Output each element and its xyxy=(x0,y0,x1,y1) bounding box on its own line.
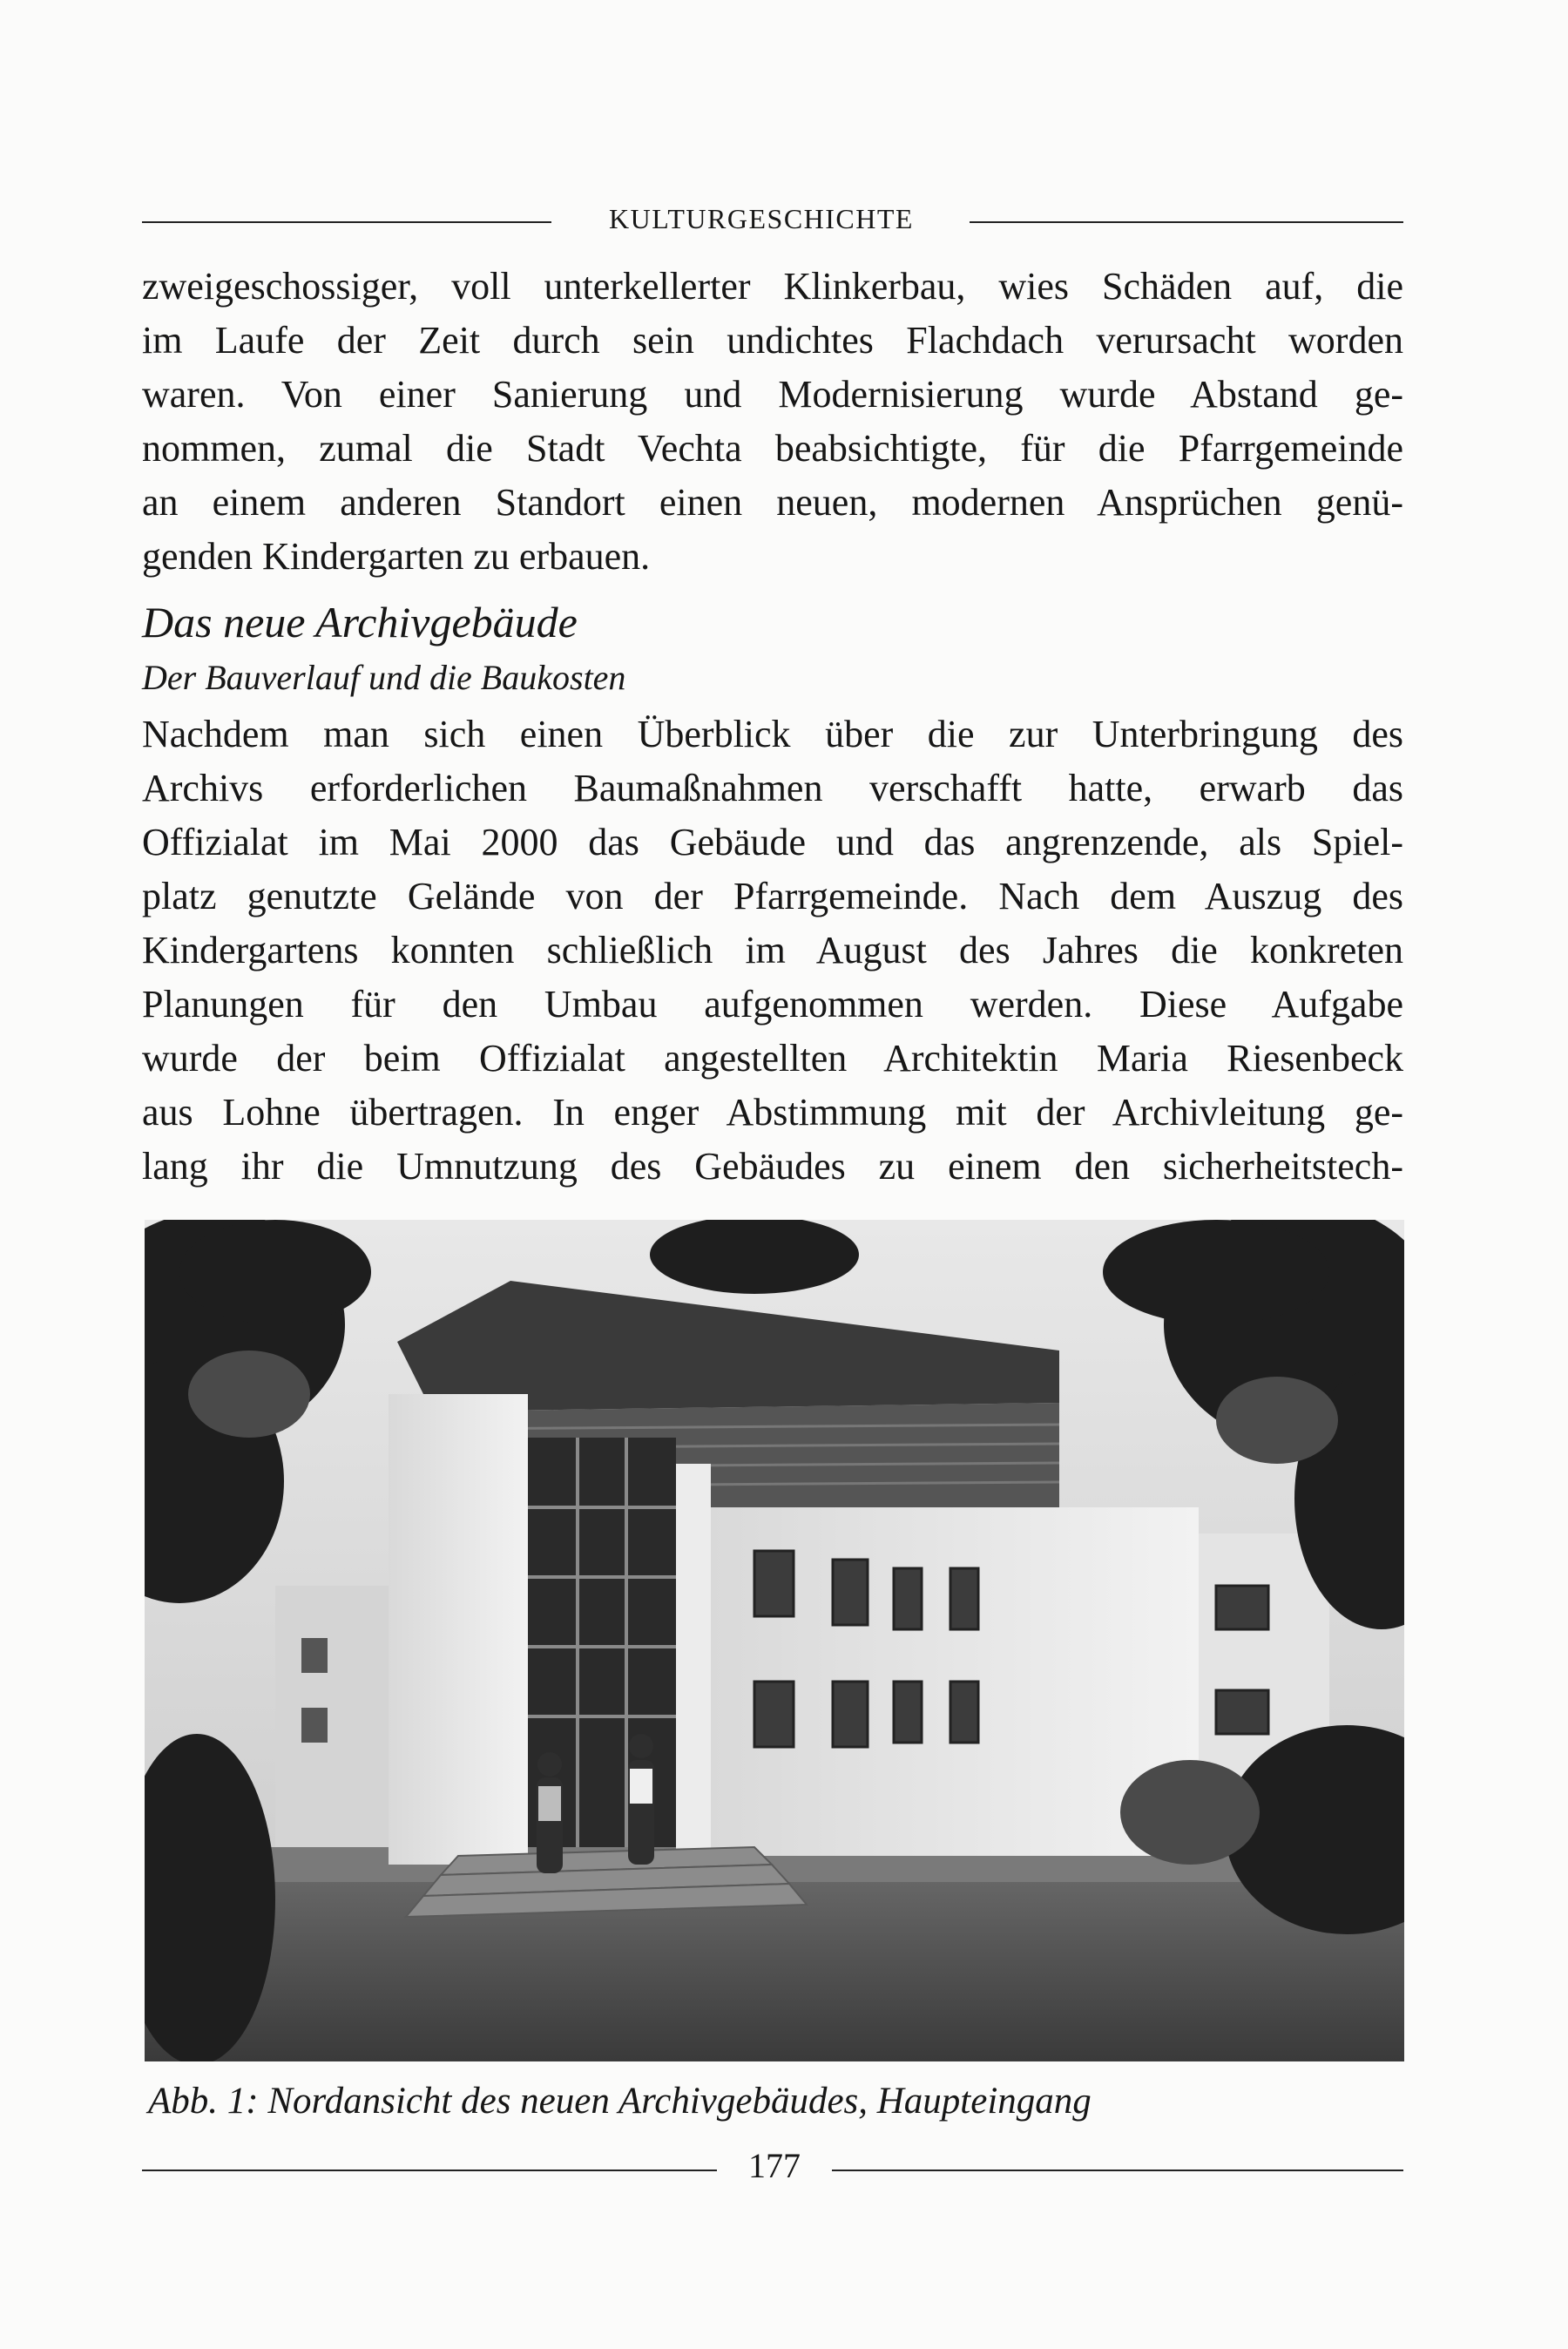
text-line: Kindergartens konnten schließlich im August des Jahres die konkreten xyxy=(142,929,1403,971)
text-line: aus Lohne übertragen. In enger Abstimmung mit der Archivleitung ge- xyxy=(142,1091,1403,1134)
figure-caption: Abb. 1: Nordansicht des neuen Archivgebäudes, Haupteingang xyxy=(148,2081,1092,2122)
paragraph-continuation xyxy=(142,260,1403,584)
paragraph-body xyxy=(142,707,1403,1194)
text-line: im Laufe der Zeit durch sein undichtes Flachdach verursacht worden xyxy=(142,319,1403,362)
text-line: nommen, zumal die Stadt Vechta beabsichtigte, für die Pfarrgemeinde xyxy=(142,427,1403,470)
footer-rule-right xyxy=(832,2170,1403,2171)
header-rule-left xyxy=(142,221,551,223)
text-line: Planungen für den Umbau aufgenommen werden. Diese Aufgabe xyxy=(142,983,1403,1026)
subsection-heading: Der Bauverlauf und die Baukosten xyxy=(142,658,626,697)
running-header-title: KULTURGESCHICHTE xyxy=(609,203,914,234)
page-footer xyxy=(142,2140,1403,2192)
text-line: lang ihr die Umnutzung des Gebäudes zu einem den sicherheitstech- xyxy=(142,1145,1403,1188)
text-line: waren. Von einer Sanierung und Modernisierung wurde Abstand ge- xyxy=(142,373,1403,416)
footer-rule-left xyxy=(142,2170,717,2171)
header-rule-right xyxy=(970,221,1403,223)
section-heading: Das neue Archivgebäude xyxy=(142,598,578,646)
building-photo xyxy=(145,1220,1404,2061)
text-line: zweigeschossiger, voll unterkellerter Klinkerbau, wies Schäden auf, die xyxy=(142,265,1403,308)
text-line: Archivs erforderlichen Baumaßnahmen verschafft hatte, erwarb das xyxy=(142,767,1403,809)
page-number: 177 xyxy=(748,2146,801,2185)
text-line: platz genutzte Gelände von der Pfarrgemeinde. Nach dem Auszug des xyxy=(142,875,1403,917)
text-line: wurde der beim Offizialat angestellten Architektin Maria Riesenbeck xyxy=(142,1037,1403,1080)
running-header xyxy=(142,199,1403,239)
text-line: Offizialat im Mai 2000 das Gebäude und das angrenzende, als Spiel- xyxy=(142,821,1403,863)
text-line: Nachdem man sich einen Überblick über die zur Unterbringung des xyxy=(142,713,1403,755)
text-line: an einem anderen Standort einen neuen, modernen Ansprüchen genü- xyxy=(142,481,1403,524)
text-line: genden Kindergarten zu erbauen. xyxy=(142,535,651,578)
